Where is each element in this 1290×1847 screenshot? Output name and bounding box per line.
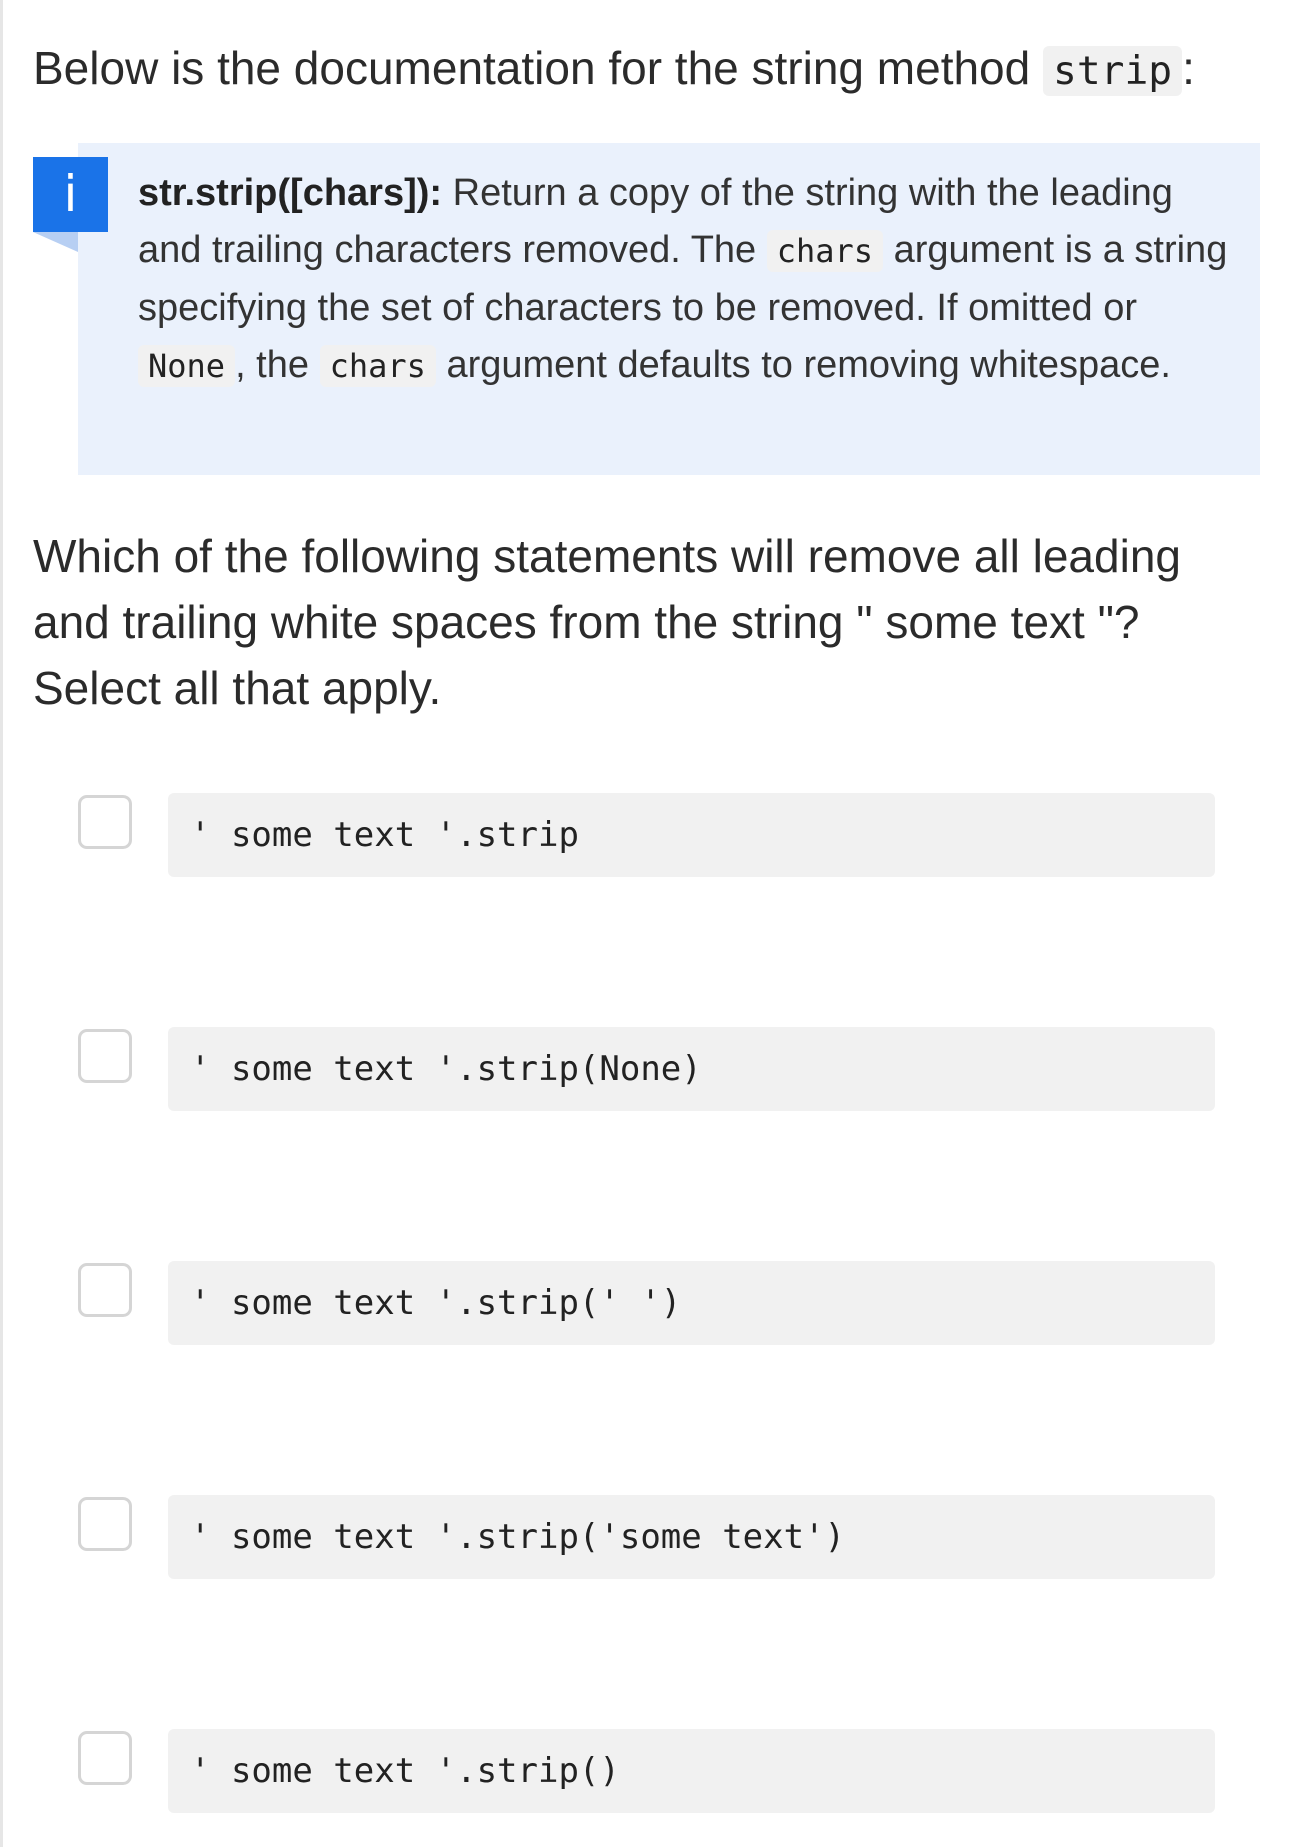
note-text-4: argument defaults to removing whitespace. — [435, 344, 1171, 386]
option-code[interactable]: ' some text '.strip('some text') — [168, 1495, 1215, 1579]
method-signature: str.strip([chars]): — [138, 172, 443, 214]
note-text-2: argument is a string specifying the set of characters to be removed. If omitted or — [138, 229, 1228, 329]
note-text-1: Return a copy of the string with the leading and trailing characters removed. The — [138, 172, 1173, 271]
intro-label: Below is the documentation for the string method — [33, 42, 1044, 94]
checkbox[interactable] — [78, 795, 132, 849]
info-icon — [33, 157, 108, 232]
answer-option-2[interactable] — [78, 1027, 1215, 1111]
none-code: None — [138, 345, 235, 387]
left-border — [0, 0, 3, 1847]
intro-suffix: : — [1182, 42, 1195, 94]
answer-option-1[interactable] — [78, 793, 1215, 877]
checkbox[interactable] — [78, 1731, 132, 1785]
question-text: Which of the following statements will remove all leading and trailing white spaces from the string " some text "? Select all that apply. — [33, 530, 1181, 714]
option-code[interactable]: ' some text '.strip() — [168, 1729, 1215, 1813]
option-code[interactable]: ' some text '.strip(None) — [168, 1027, 1215, 1111]
info-note-text — [138, 165, 1228, 395]
info-icon-glyph: i — [63, 165, 78, 223]
chars-code-2: chars — [320, 345, 436, 387]
option-code[interactable]: ' some text '.strip — [168, 793, 1215, 877]
answer-option-5[interactable] — [78, 1729, 1215, 1813]
info-tab-fold — [33, 232, 78, 252]
note-text-3: , the — [235, 344, 320, 386]
chars-code: chars — [767, 230, 883, 272]
checkbox[interactable] — [78, 1263, 132, 1317]
answer-option-4[interactable] — [78, 1495, 1215, 1579]
method-name-code: strip — [1043, 46, 1182, 96]
option-code[interactable]: ' some text '.strip(' ') — [168, 1261, 1215, 1345]
answer-option-3[interactable] — [78, 1261, 1215, 1345]
checkbox[interactable] — [78, 1029, 132, 1083]
checkbox[interactable] — [78, 1497, 132, 1551]
intro-text — [33, 40, 1195, 99]
